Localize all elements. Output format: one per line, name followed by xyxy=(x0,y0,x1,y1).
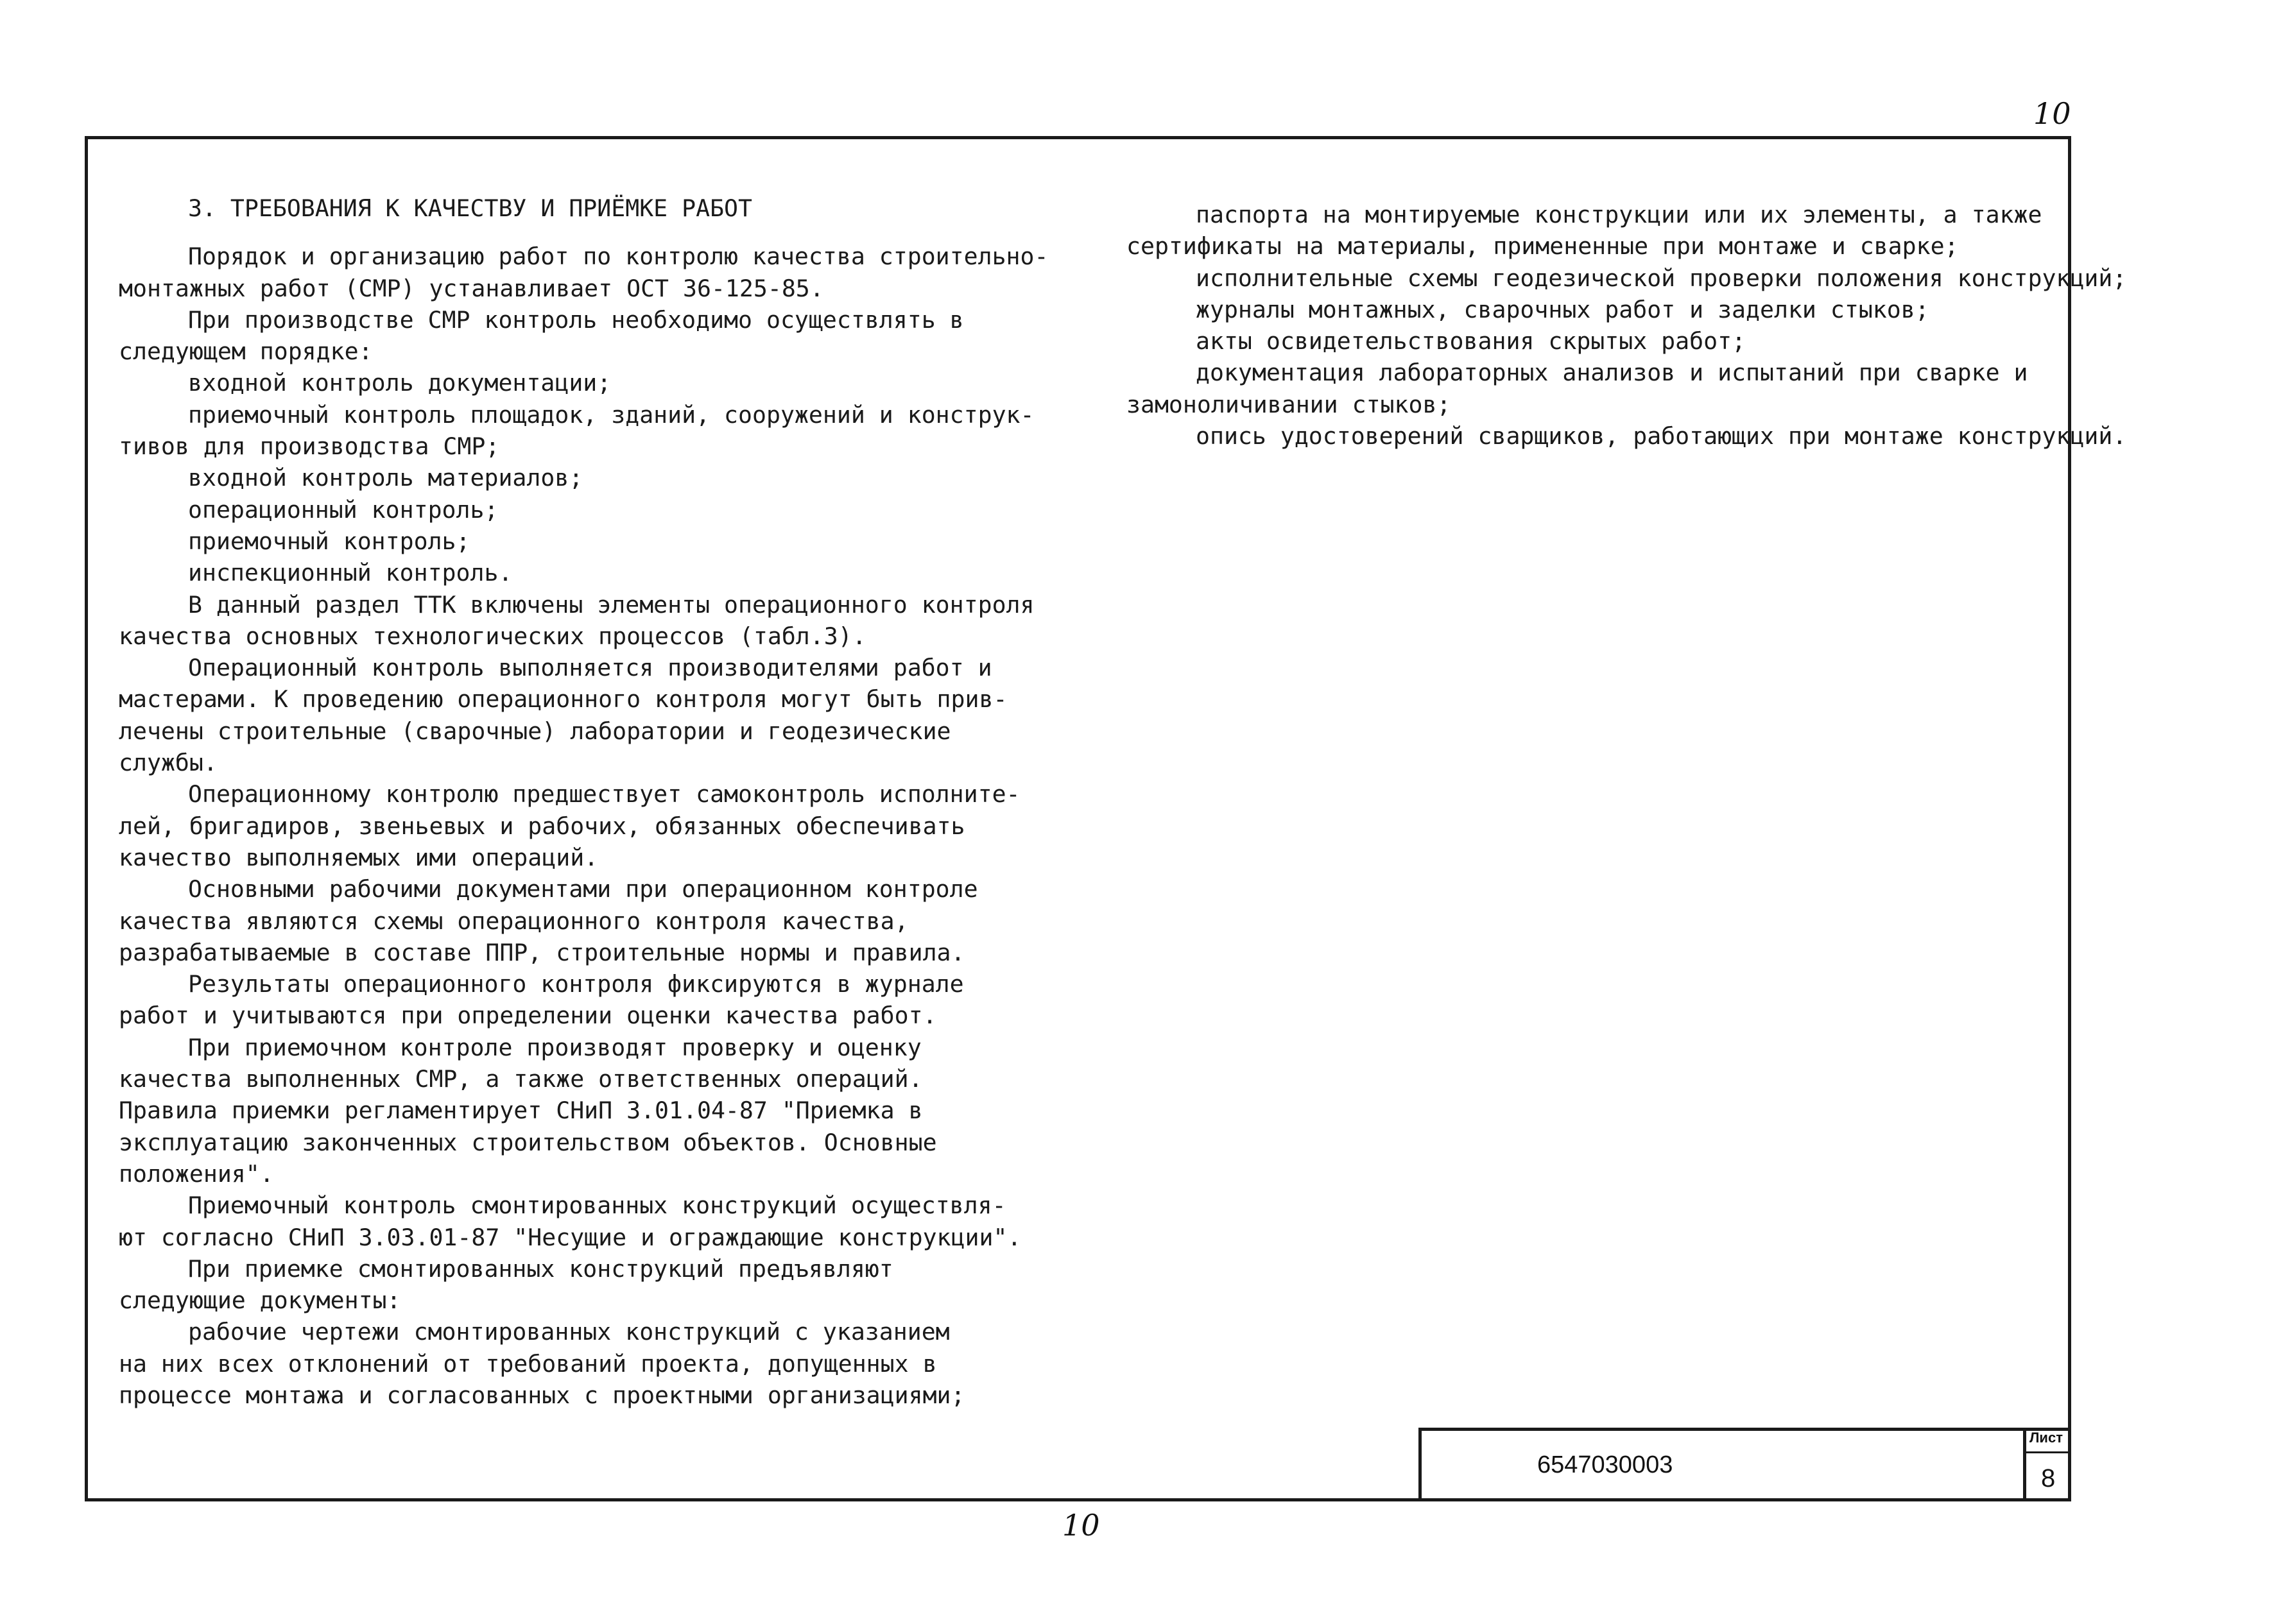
text-line: паспорта на монтируемые конструкции или их элементы, а также xyxy=(1196,201,2042,228)
text-line: качество выполняемых ими операций. xyxy=(119,843,599,871)
text-line: Приемочный контроль смонтированных конструкций осуществля- xyxy=(188,1192,1006,1220)
handwritten-page-number-bottom: 10 xyxy=(1062,1508,1100,1543)
handwritten-page-number: 10 xyxy=(2033,96,2071,131)
left-column xyxy=(119,192,1048,1411)
text-line: монтажных работ (СМР) устанавливает ОСТ 36-125-85. xyxy=(119,274,824,302)
text-line: положения". xyxy=(119,1159,274,1188)
text-line: замоноличивании стыков; xyxy=(1126,390,1451,418)
right-column xyxy=(1126,199,2126,452)
text-line: разрабатываемые в составе ППР, строительные нормы и правила. xyxy=(119,938,965,966)
sheet-label: Лист xyxy=(2029,1430,2063,1446)
text-line: качества основных технологических процессов (табл.3). xyxy=(119,622,866,650)
text-line: Результаты операционного контроля фиксируются в журнале xyxy=(188,970,964,998)
text-line: операционный контроль; xyxy=(188,495,499,524)
text-line: ют согласно СНиП 3.03.01-87 "Несущие и ограждающие конструкции". xyxy=(119,1223,1022,1251)
left-column-body xyxy=(119,241,1048,1411)
text-line: Основными рабочими документами при операционном контроле xyxy=(188,875,978,903)
text-line: приемочный контроль; xyxy=(188,527,470,555)
text-line: качества выполненных СМР, а также ответственных операций. xyxy=(119,1065,923,1093)
text-line: опись удостоверений сварщиков, работающих при монтаже конструкций. xyxy=(1196,422,2127,450)
text-line: При приемке смонтированных конструкций предъявляют xyxy=(188,1254,893,1283)
title-block-left-rule xyxy=(1418,1428,1422,1498)
text-line: мастерами. К проведению операционного контроля могут быть прив- xyxy=(119,685,1008,714)
text-line: акты освидетельствования скрытых работ; xyxy=(1196,327,1746,355)
text-line: входной контроль документации; xyxy=(188,369,612,397)
text-line: При приемочном контроле производят проверку и оценку xyxy=(188,1033,922,1061)
text-line: Операционный контроль выполняется производителями работ и xyxy=(188,654,992,682)
text-line: следующие документы: xyxy=(119,1286,401,1315)
sheet-number: 8 xyxy=(2041,1464,2056,1492)
text-line: рабочие чертежи смонтированных конструкций с указанием xyxy=(188,1318,950,1346)
text-line: входной контроль материалов; xyxy=(188,464,583,492)
text-line: инспекционный контроль. xyxy=(188,559,513,587)
text-line: тивов для производства СМР; xyxy=(119,432,500,461)
text-line: Порядок и организацию работ по контролю качества строительно- xyxy=(188,243,1049,271)
text-line: исполнительные схемы геодезической проверки положения конструкций; xyxy=(1196,264,2127,292)
text-line: на них всех отклонений от требований проекта, допущенных в xyxy=(119,1349,937,1378)
text-line: эксплуатацию законченных строительством объектов. Основные xyxy=(119,1128,937,1156)
text-line: работ и учитываются при определении оценки качества работ. xyxy=(119,1002,937,1030)
text-line: качества являются схемы операционного контроля качества, xyxy=(119,907,909,935)
text-line: Правила приемки регламентирует СНиП 3.01.04-87 "Приемка в xyxy=(119,1097,923,1125)
section-title: 3. ТРЕБОВАНИЯ К КАЧЕСТВУ И ПРИЁМКЕ РАБОТ xyxy=(188,194,752,222)
text-line: В данный раздел ТТК включены элементы операционного контроля xyxy=(188,590,1035,619)
text-line: процессе монтажа и согласованных с проектными организациями; xyxy=(119,1381,965,1409)
document-code: 6547030003 xyxy=(1537,1451,1673,1478)
text-line: сертификаты на материалы, примененные при монтаже и сварке; xyxy=(1126,232,1959,261)
text-line: Операционному контролю предшествует самоконтроль исполните- xyxy=(188,780,1021,808)
text-line: лечены строительные (сварочные) лаборатории и геодезические xyxy=(119,717,951,745)
title-block-top-rule xyxy=(1418,1428,2071,1431)
right-column-body xyxy=(1126,199,2126,452)
text-line: документация лабораторных анализов и испытаний при сварке и xyxy=(1196,359,2028,387)
text-line: лей, бригадиров, звеньевых и рабочих, обязанных обеспечивать xyxy=(119,812,965,840)
text-line: службы. xyxy=(119,749,218,777)
text-line: При производстве СМР контроль необходимо осуществлять в xyxy=(188,305,964,334)
title-block-sheet-rule xyxy=(2023,1428,2026,1498)
title-block-sheet-divider xyxy=(2023,1451,2071,1453)
text-line: приемочный контроль площадок, зданий, сооружений и конструк- xyxy=(188,400,1035,429)
text-line: следующем порядке: xyxy=(119,338,373,366)
text-line: журналы монтажных, сварочных работ и заделки стыков; xyxy=(1196,295,1929,323)
